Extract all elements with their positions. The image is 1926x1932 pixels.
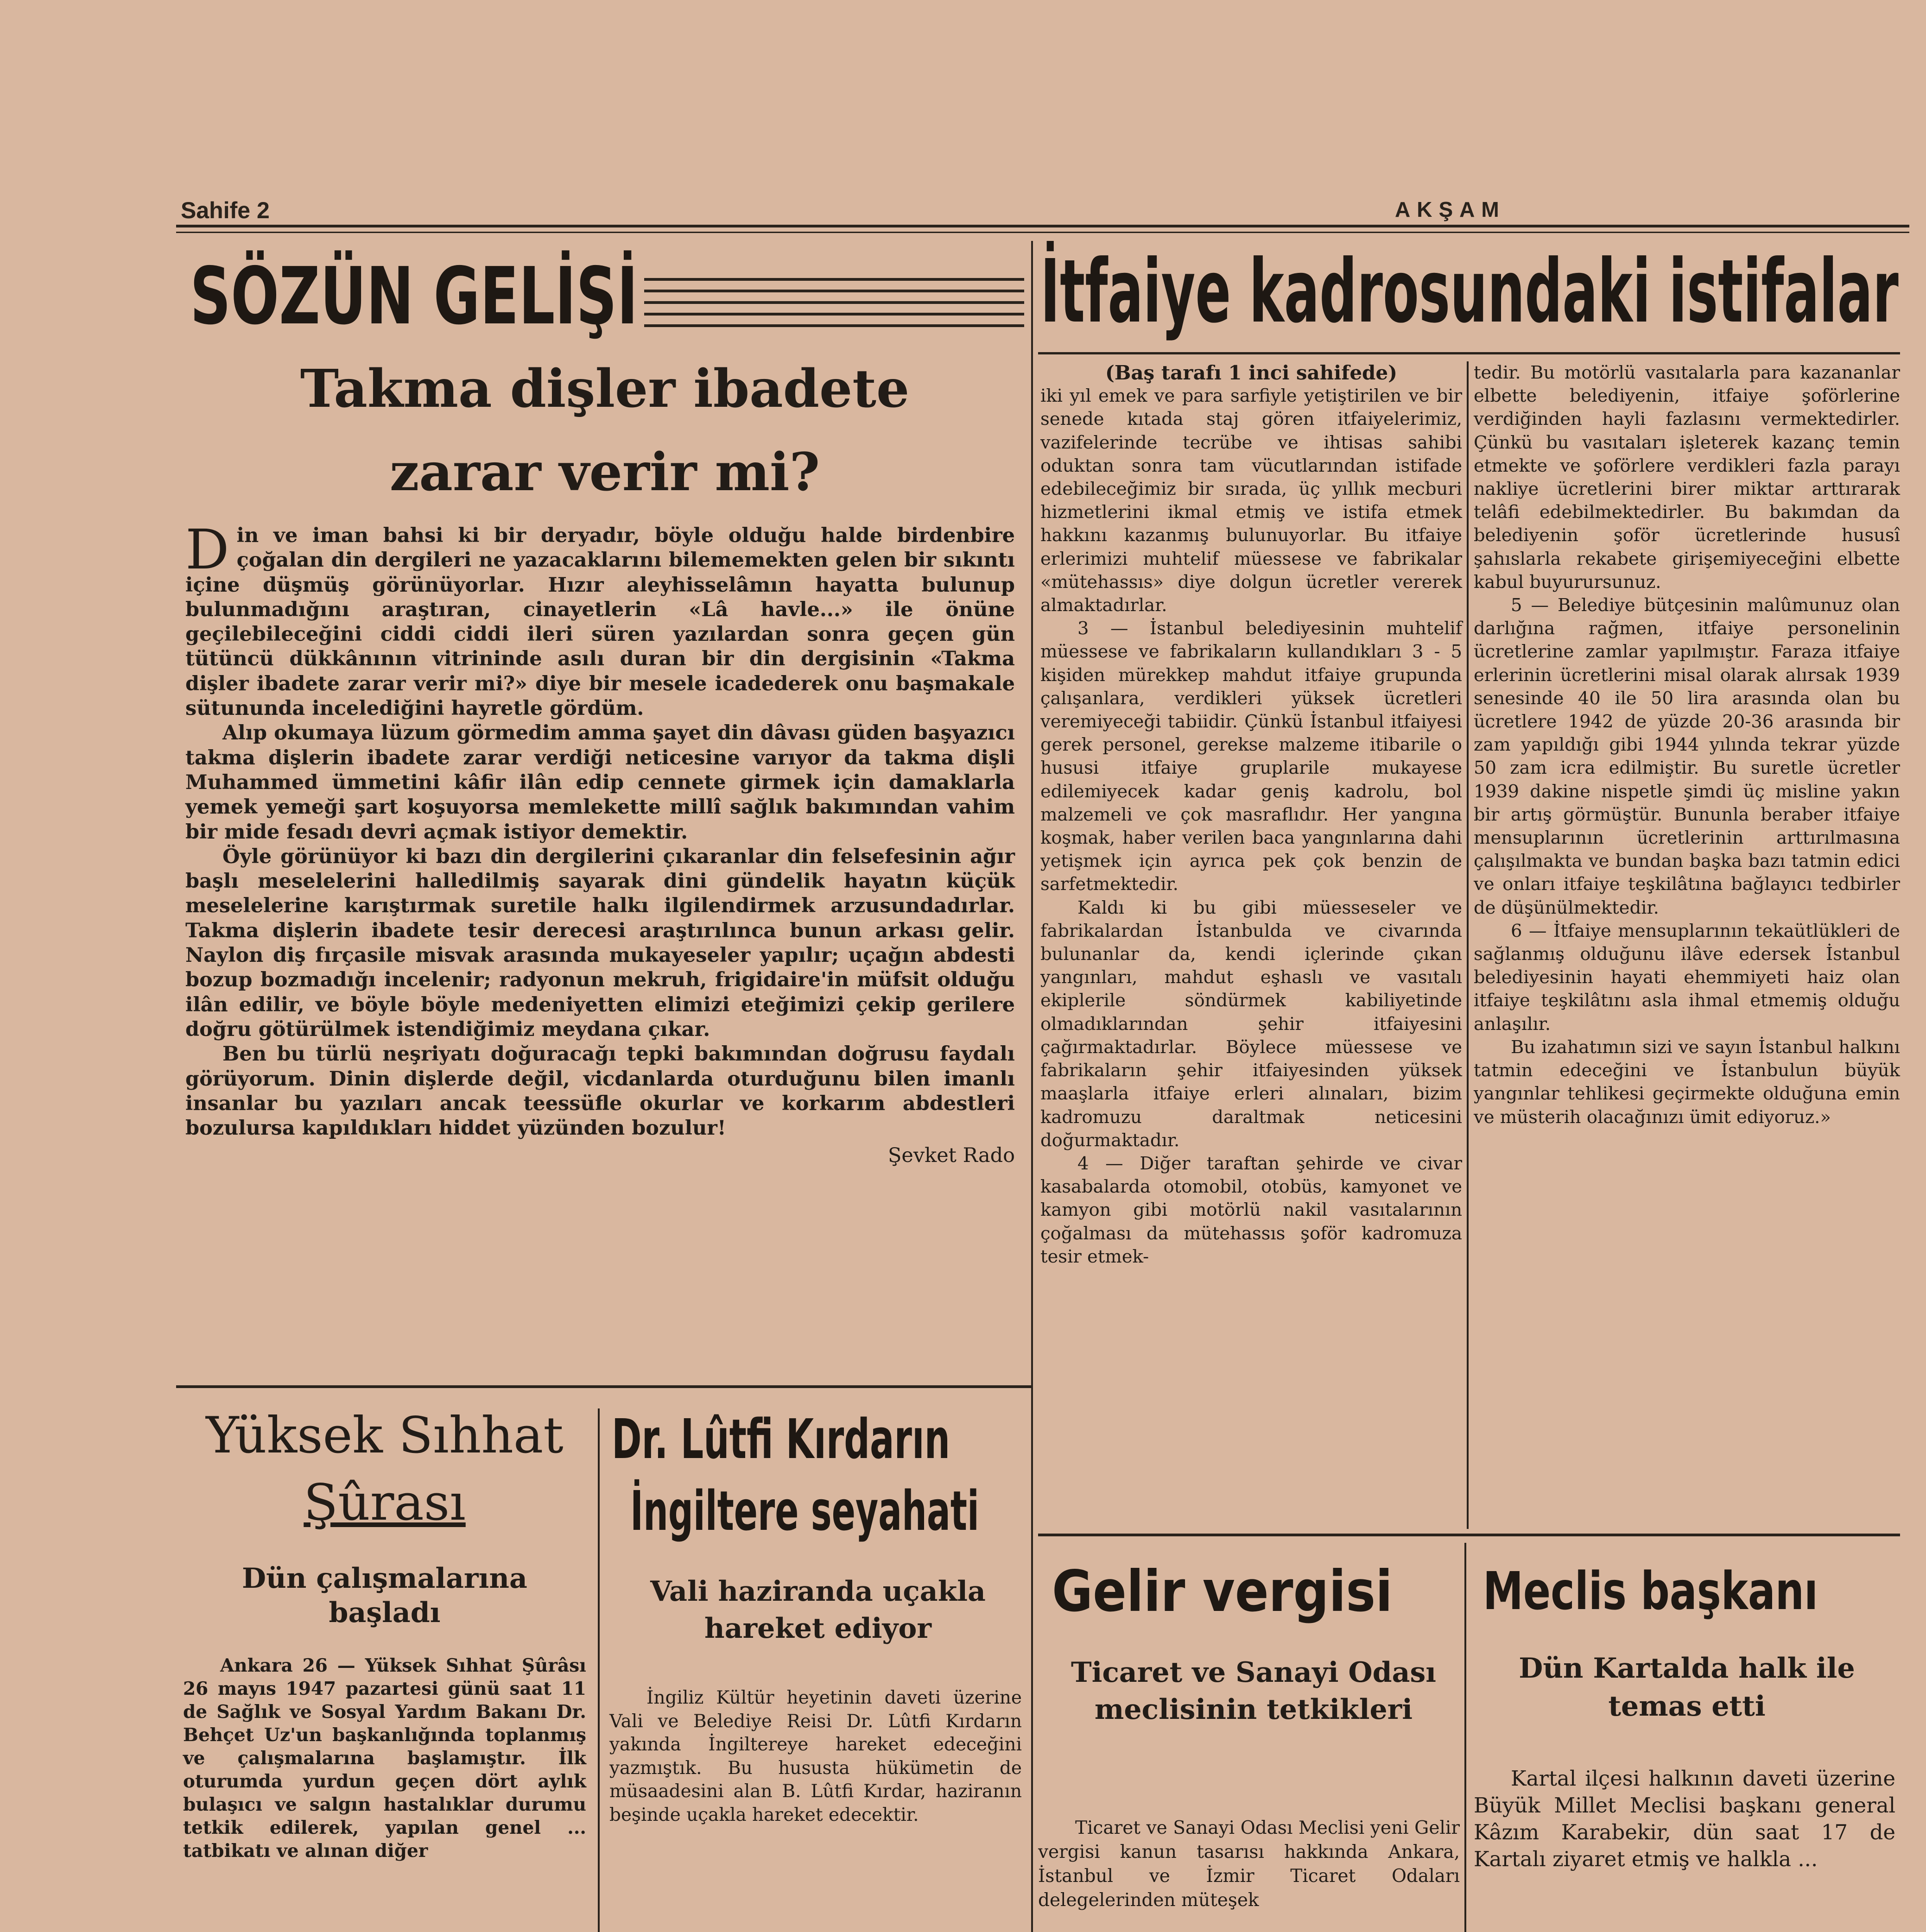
itfaiye-col1-paragraph-4: 4 — Diğer taraftan şehirde ve civar kasabalarda otomobil, otobüs, kamyonet ve kamyon gibi motörlü nakil vasıtalarının çoğalması da mütehassıs şoför kadromuza tesir etmek-	[1040, 1153, 1462, 1267]
dropcap-letter: D	[185, 518, 229, 581]
kicker-rule-1	[644, 278, 1024, 281]
meclis-paragraph: Kartal ilçesi halkının daveti üzerine Büyük Millet Meclisi başkanı general Kâzım Karabekir, dün saat 17 de Kartalı ziyaret etmiş ve halkla ...	[1474, 1766, 1895, 1871]
itfaiye-col1-paragraph-2: 3 — İstanbul belediyesinin muhtelif müessese ve fabrikaların kullandıkları 3 - 5 kişiden mürekkep mahdut itfaiye grupunda çalışanlara, verdikleri yüksek ücretleri veremiyeceği tabiidir. Çünkü İstanbul itfaiyesi gerek personel, gerekse malzeme itibarile o hususi itfaiye gruplarile mukayese edilemiyecek kadar geniş kadrolu, bol malzemeli ve çok masraflıdır. Her yangına koşmak, haber verilen baca yangınlarına dahi yetişmek için ayrıca pek çok benzin de sarfetmektedir.	[1040, 618, 1462, 895]
sihhat-body	[183, 1654, 586, 1863]
newspaper-name: AKŞAM	[1395, 197, 1506, 221]
itfaiye-col2-paragraph-2: 5 — Belediye bütçesinin malûmunuz olan darlığına rağmen, itfaiye personelinin ücretlerine zamlar yapılmıştır. Faraza itfaiye erlerinin ücretlerini misal olarak alırsak 1939 senesinde 40 ile 50 lira arasında olan bu ücretlere 1942 de yüzde 20-36 arasında bir zam yapıldığı gibi 1944 yılında tekrar yüzde 50 zam icra edilmiştir. Bu suretle ücretler 1939 dakine nispetle şimdi üç misline yakın bir artış görmüştür. Bununla beraber itfaiye mensuplarının ücretlerinin arttırılmasına çalışılmakta ve bundan başka bazı tatmin edici ve onları itfaiye teşkilâtına bağlayıcı tedbirler de düşünülmektedir.	[1474, 595, 1900, 918]
gelir-subhead: Ticaret ve Sanayi Odası meclisinin tetkikleri	[1071, 1656, 1437, 1726]
itfaiye-col1-paragraph-3: Kaldı ki bu gibi müesseseler ve fabrikalardan İstanbulda ve civarında bulunanlar da, kendi içlerinde çıkan yangınları, mahdut eşhaslı ve vasıtalı ekiplerile söndürmek kabiliyetinde olmadıklarından şehir itfaiyesini çağırmaktadırlar. Böylece müessese ve fabrikaların şehir itfaiyesinden yüksek maaşlarla itfaiye erleri alınaları, bizim kadromuzu daraltmak neticesini doğurmaktadır.	[1040, 897, 1462, 1151]
itfaiye-column-1	[1040, 361, 1462, 1269]
left-headline-line1: Takma dişler ibadete	[300, 359, 910, 419]
itfaiye-continued-note: (Baş tarafı 1 inci sahifede)	[1105, 361, 1398, 384]
itfaiye-col1-paragraph-1: iki yıl emek ve para sarfiyle yetiştirilen ve bir senede kıtada staj gören itfaiyelerimiz, vazifelerinde tecrübe ve ihtisas sahibi oduktan sonra tam vücutlarından istifade edebileceğimiz bir sırada, üç yıllık mecburi hizmetlerini ikmal etmiş ve istifa etmek hakkını kazanmış bulunuyorlar. Bu itfaiye erlerimizi muhtelif müessese ve fabrikalar «mütehassıs» diye dolgun ücretler vererek almaktadırlar.	[1040, 385, 1462, 616]
header-rule	[176, 225, 1909, 227]
left-paragraph-2: Alıp okumaya lüzum görmedim amma şayet din dâvası güden başyazıcı takma dişlerin ibadete zarar verdiği neticesine varıyor da takma dişli Muhammed ümmetini kâfir ilân edip cennete girmek için damaklarla yemek yemeği şart koşuyorsa memlekette millî sağlık bakımından vahim bir mide fesadı devri açmak istiyor demektir.	[185, 721, 1015, 844]
itfaiye-col2-paragraph-4: Bu izahatımın sizi ve sayın İstanbul halkını tatmin edeceğini ve İstanbulun büyük yangınlar tehlikesi geçirmekte olduğuna emin ve müsterih olacağınızı ümit ediyoruz.»	[1474, 1036, 1900, 1128]
kirdar-headline-line2: İngiltere seyahati	[630, 1479, 979, 1543]
sihhat-headline-line2: Şûrası	[304, 1474, 466, 1532]
kirdar-paragraph: İngiliz Kültür heyetinin daveti üzerine Vali ve Belediye Reisi Dr. Lûtfi Kırdarın yakında İngiltereye hareket edeceğini yazmıştık. Bu hususta hükümetin de müsaadesini alan B. Lûtfi Kırdar, haziranın beşinde uçakla hareket edecektir.	[609, 1687, 1022, 1825]
header-rule-thin	[176, 232, 1909, 233]
kicker-rule-5	[644, 324, 1024, 327]
left-headline-line2: zarar verir mi?	[389, 442, 820, 503]
kicker-rule-3	[644, 301, 1024, 304]
left-paragraph-3: Öyle görünüyor ki bazı din dergilerini çıkaranlar din felsefesinin ağır başlı meselelerini halledilmiş sayarak dini gündelik hayatın küçük meselelerine karıştırmak suretile halkı ilgilendirmek arzusundadırlar. Takma dişlerin ibadete tesir derecesi araştırılınca bunun arkası gelir. Naylon diş fırçasile misvak arasında mukayeseler yapılır; uçağın abdesti bozup bozmadığı incelenir; radyonun mekruh, frigidaire'in müfsit olduğu ilân edilir, ve böyle böyle medeniyetten elimizi eteğimizi çekip gerilere doğru götürülmek istendiğimiz meydana çıkar.	[185, 845, 1015, 1041]
gelir-body	[1038, 1816, 1460, 1913]
page-number-label: Sahife 2	[181, 197, 270, 223]
kirdar-subhead: Vali haziranda uçakla hareket ediyor	[650, 1575, 986, 1645]
itfaiye-headline: İtfaiye kadrosundaki istifalar	[1040, 241, 1899, 342]
meclis-subhead: Dün Kartalda halk ile temas etti	[1519, 1652, 1855, 1723]
itfaiye-column-2	[1474, 361, 1900, 1129]
kicker-rule-4	[644, 313, 1024, 316]
right-section-rule	[1038, 1534, 1900, 1536]
gelir-paragraph: Ticaret ve Sanayi Odası Meclisi yeni Gelir vergisi kanun tasarısı hakkında Ankara, İstanbul ve İzmir Ticaret Odaları delegelerinden müteşek	[1038, 1818, 1460, 1911]
itfaiye-column-divider	[1467, 361, 1469, 1529]
sihhat-headline-line1: Yüksek Sıhhat	[206, 1407, 564, 1465]
gelir-headline: Gelir vergisi	[1052, 1559, 1393, 1624]
kirdar-headline-line1: Dr. Lûtfi Kırdarın	[612, 1407, 950, 1471]
column-divider-main	[1031, 241, 1033, 1932]
kicker-rule-2	[644, 290, 1024, 292]
meclis-headline: Meclis başkanı	[1483, 1561, 1818, 1622]
sihhat-subhead: Dün çalışmalarına başladı	[242, 1562, 527, 1629]
signature: Şevket Rado	[887, 1144, 1015, 1168]
itfaiye-col2-paragraph-1: tedir. Bu motörlü vasıtalarla para kazananlar elbette belediyenin, itfaiye şoförlerine verdiğinden hayli fazlasını vermektedirler. Çünkü bu vasıtaları işleterek kazanç temin etmekte ve şoförlere verdikleri fazla parayı nakliye ücretlerini birer miktar arttırarak telâfi edebilmektedirler. Bu bakımdan da belediyenin şoför ücretlerinde hususî şahıslarla rekabete girişemiyeceğini elbette kabul buyurursunuz.	[1474, 362, 1900, 593]
column-kicker: SÖZÜN GELİŞİ	[190, 251, 638, 342]
left-paragraph-1: in ve iman bahsi ki bir deryadır, böyle olduğu halde birdenbire çoğalan din dergileri ne yazacaklarını bilememekten gelen bir sıkıntı içine düşmüş görünüyorlar. Hızır aleyhisselâmın hayatta bulunup bulunmadığını araştıran, cinayetlerin «Lâ havle...» ile önüne geçilebileceğini ciddi ciddi ileri süren yazılardan sonra geçen gün tütüncü dükkânının vitrininde asılı duran bir din dergisinin «Takma dişler ibadete zarar verir mi?» diye bir mesele icadederek onu başmakale sütununda incelediğini hayretle gördüm.	[185, 524, 1015, 720]
bottom-divider-1	[598, 1408, 600, 1932]
meclis-body	[1474, 1765, 1895, 1873]
kirdar-body	[609, 1686, 1022, 1827]
itfaiye-col2-paragraph-3: 6 — İtfaiye mensuplarının tekaütlükleri de sağlanmış olduğunu ilâve edersek İstanbul belediyesinin hayati ehemmiyeti haiz olan itfaiye teşkilâtını asla ihmal etmemiş olduğu anlaşılır.	[1474, 920, 1900, 1035]
sihhat-paragraph: Ankara 26 — Yüksek Sıhhat Şûrâsı 26 mayıs 1947 pazartesi günü saat 11 de Sağlık ve Sosyal Yardım Bakanı Dr. Behçet Uz'un başkanlığında toplanmış ve çalışmalarına başlamıştır. İlk oturumda yurdun geçen dört aylık bulaşıcı ve salgın hastalıklar durumu tetkik edilerek, yapılan genel ... tatbikatı ve alınan diğer	[183, 1655, 586, 1862]
left-section-rule	[176, 1385, 1031, 1388]
left-article-body	[185, 518, 1015, 1168]
left-paragraph-4: Ben bu türlü neşriyatı doğuracağı tepki bakımından doğrusu faydalı görüyorum. Dinin dişlerde değil, vicdanlarda oturduğunu bilen imanlı insanlar bu yazıları ancak teessüfle okurlar ve korkarım abdestleri bozulursa kapıldıkları hiddet yüzünden bozulur!	[185, 1042, 1015, 1140]
itfaiye-headline-rule	[1038, 352, 1900, 354]
bottom-divider-2	[1464, 1543, 1466, 1932]
